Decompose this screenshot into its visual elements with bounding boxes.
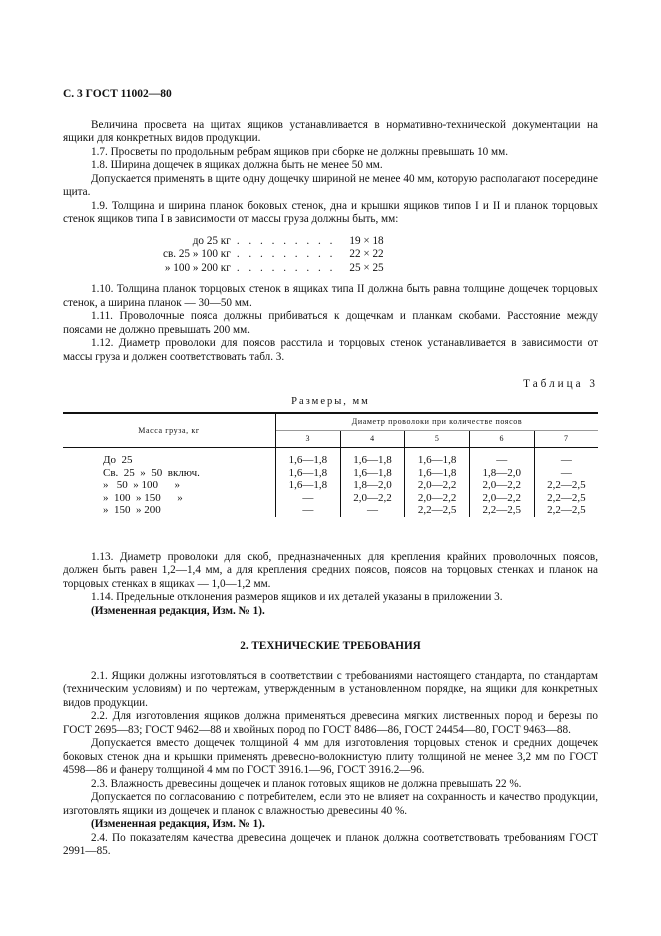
- paragraph-1-8: 1.8. Ширина дощечек в ящиках должна быть не менее 50 мм.: [91, 159, 383, 171]
- amendment-note: (Измененная редакция, Изм. № 1).: [91, 604, 265, 617]
- mass-header: Масса груза, кг: [63, 413, 276, 448]
- paragraph-2-4: 2.4. По показателям качества древесина дощечек и планок должна соответствовать требованиям ГОСТ 2991—85.: [63, 831, 598, 857]
- diameter-cell: 1,6—1,8: [340, 448, 405, 467]
- paragraph-1-12: 1.12. Диаметр проволоки для поясов расстила и торцовых стенок устанавливается в зависимости от массы груза и должен соответствовать табл. 3.: [63, 337, 598, 363]
- diameter-cell: —: [276, 492, 341, 505]
- diameter-cell: 1,6—1,8: [276, 467, 341, 480]
- column-header: 7: [534, 431, 598, 448]
- section-2-title: 2. ТЕХНИЧЕСКИЕ ТРЕБОВАНИЯ: [240, 640, 421, 652]
- dimension-list: [163, 235, 384, 276]
- diameter-cell: 2,2—2,5: [547, 491, 586, 504]
- paragraph-2-1: 2.1. Ящики должны изготовляться в соответствии с требованиями настоящего стандарта, по стандартам (техническим условиям) и по чертежам, утвержденным в установленном порядке, на ящики для конкретных видов продукции.: [63, 669, 598, 709]
- diameter-cell: 1,6—1,8: [340, 467, 405, 480]
- diameter-cell: 1,6—1,8: [276, 448, 341, 467]
- paragraph: Допускается применять в щите одну дощечку шириной не менее 40 мм, которую располагают посередине щита.: [63, 172, 598, 198]
- paragraph-1-13: 1.13. Диаметр проволоки для скоб, предназначенных для крепления крайних проволочных поясов, должен быть равен 1,2—1,4 мм, а для крепления средних поясов, поясов на торцовых стенках и планок на торцовых стенках в ящиках — 1,0—1,2 мм.: [63, 550, 598, 590]
- paragraph-2-3: 2.3. Влажность древесины дощечек и планок готовых ящиков не должна превышать 22 %.: [91, 777, 522, 790]
- dimension-row: » 100 » 200 кг . . . . . . . . . 25 × 25: [164, 261, 384, 274]
- diameter-cell: 2,2—2,5: [547, 479, 586, 491]
- paragraph-1-9: 1.9. Толщина и ширина планок боковых стенок, дна и крышки ящиков типов I и II и планок торцовых стенок ящиков типа I в зависимости от массы груза должны быть, мм:: [63, 199, 598, 225]
- dimension-row: св. 25 » 100 кг . . . . . . . . . 22 × 22: [163, 248, 384, 260]
- diameter-cell: 2,0—2,2: [405, 492, 470, 505]
- diameter-cell: 1,6—1,8: [405, 448, 470, 467]
- dimension-row: до 25 кг . . . . . . . . . 19 × 18: [192, 234, 384, 247]
- table-subtitle: Размеры, мм: [291, 395, 370, 407]
- amendment-note: (Измененная редакция, Изм. № 1).: [91, 818, 265, 830]
- diameter-cell: 2,0—2,2: [340, 492, 405, 505]
- section-1-paragraphs-c: [63, 551, 598, 619]
- column-header: 6: [469, 431, 534, 448]
- diameter-cell: 2,0—2,2: [469, 492, 534, 505]
- diameter-cell: —: [469, 448, 534, 467]
- column-header: 4: [340, 431, 405, 448]
- paragraph-1-14: 1.14. Предельные отклонения размеров ящиков и их деталей указаны в приложении 3.: [91, 591, 503, 603]
- section-1-paragraphs-b: [63, 283, 598, 364]
- paragraph-1-10: 1.10. Толщина планок торцовых стенок в ящиках типа II должна быть равна толщине дощечек торцовых стенок, а ширина планок — 30—50 мм.: [63, 283, 598, 309]
- column-header: 3: [276, 431, 341, 448]
- paragraph: Допускается вместо дощечек толщиной 4 мм для изготовления торцовых стенок и средних дощечек боковых стенок дна и крышки применять древесно-волокнистую плиту толщиной не менее 3,2 мм по ГОСТ 4598—86 и фанеру толщиной 4 мм по ГОСТ 3916.1—96, ГОСТ 3916.2—96.: [63, 737, 598, 776]
- mass-cell: » 150 » 200: [63, 504, 276, 517]
- table-row: [63, 467, 598, 480]
- diameter-cell: 1,6—1,8: [405, 467, 470, 480]
- table-caption: Таблица 3: [523, 378, 598, 390]
- diameter-cell: 2,2—2,5: [405, 504, 470, 517]
- paragraph-2-2: 2.2. Для изготовления ящиков должна применяться древесина мягких лиственных пород и березы по ГОСТ 2695—83; ГОСТ 9462—88 и хвойных пород по ГОСТ 8486—86, ГОСТ 24454—80, ГОСТ 9463—88.: [63, 710, 598, 736]
- mass-cell: » 100 » 150 »: [63, 492, 276, 505]
- paragraph-1-7: 1.7. Просветы по продольным ребрам ящиков при сборке не должны превышать 10 мм.: [91, 145, 509, 158]
- paragraph: Допускается по согласованию с потребителем, если это не влияет на сохранность и качество продукции, изготовлять ящики из дощечек и планок с влажностью древесины 40 %.: [63, 791, 598, 817]
- wire-diameter-table: [63, 412, 598, 517]
- section-1-paragraphs-a: [63, 119, 598, 227]
- diameter-header: Диаметр проволоки при количестве поясов: [276, 413, 599, 431]
- column-header: 5: [405, 431, 470, 448]
- table-row: [63, 492, 598, 505]
- diameter-cell: —: [340, 504, 405, 517]
- diameter-cell: 1,6—1,8: [276, 479, 341, 492]
- mass-cell: » 50 » 100 »: [63, 479, 276, 492]
- mass-cell: Св. 25 » 50 включ.: [63, 467, 276, 480]
- diameter-cell: 2,0—2,2: [469, 479, 534, 492]
- diameter-cell: —: [560, 454, 572, 466]
- diameter-cell: 1,8—2,0: [469, 467, 534, 480]
- table-row: [63, 479, 598, 492]
- paragraph: Величина просвета на щитах ящиков устанавливается в нормативно-технической документации на ящики для конкретных видов продукции.: [63, 118, 598, 144]
- section-2-paragraphs: [63, 670, 598, 859]
- mass-cell: До 25: [63, 448, 276, 467]
- paragraph-1-11: 1.11. Проволочные пояса должны прибиваться к дощечкам и планкам скобами. Расстояние между поясами не должно превышать 200 мм.: [63, 310, 598, 336]
- diameter-cell: 2,0—2,2: [405, 479, 470, 492]
- diameter-cell: —: [560, 466, 572, 479]
- diameter-cell: 1,8—2,0: [340, 479, 405, 492]
- diameter-cell: 2,2—2,5: [547, 504, 586, 516]
- table-row: [63, 448, 598, 467]
- page-header: С. 3 ГОСТ 11002—80: [63, 88, 172, 100]
- diameter-cell: 2,2—2,5: [469, 504, 534, 517]
- diameter-cell: —: [276, 504, 341, 517]
- table-row: [63, 504, 598, 517]
